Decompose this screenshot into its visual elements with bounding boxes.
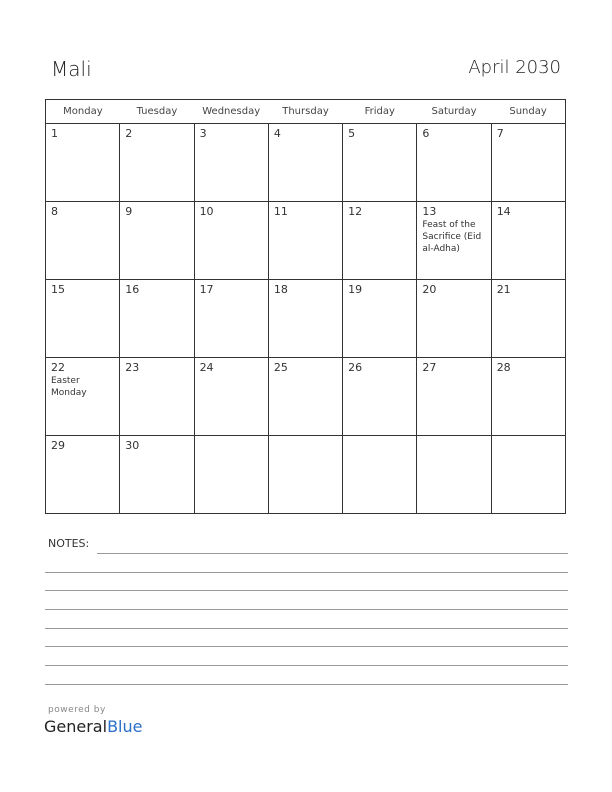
day-number: 1: [51, 127, 58, 140]
day-number: 30: [125, 439, 140, 452]
week-row: [46, 436, 566, 514]
day-cell: [46, 124, 120, 202]
day-number: 15: [51, 283, 65, 296]
day-cell: [491, 358, 565, 436]
note-line: [45, 609, 568, 610]
day-cell: [46, 358, 120, 436]
day-cell: [417, 358, 491, 436]
day-cell: [120, 202, 194, 280]
day-cell: [343, 202, 417, 280]
day-number: 25: [273, 361, 288, 374]
note-line: [45, 684, 568, 685]
day-cell: [417, 124, 491, 202]
note-line: [45, 665, 568, 666]
day-cell: [417, 202, 491, 280]
day-number: 26: [348, 361, 363, 374]
day-number: 6: [422, 127, 430, 140]
week-row: [46, 202, 566, 280]
day-number: 28: [496, 361, 511, 374]
day-number: 10: [199, 205, 214, 218]
day-cell: [268, 202, 342, 280]
day-number: 24: [199, 361, 214, 374]
day-cell: [491, 202, 565, 280]
brand-blue: Blue: [107, 717, 143, 736]
day-number: 3: [199, 127, 207, 140]
day-number: 27: [422, 361, 437, 374]
day-number: 13: [422, 205, 437, 218]
weekday-tuesday: Tuesday: [120, 100, 194, 124]
day-number: 17: [199, 283, 214, 296]
day-number: 19: [348, 283, 363, 296]
day-cell: [46, 436, 120, 514]
day-cell: [120, 124, 194, 202]
calendar-grid: [45, 99, 566, 514]
day-cell: [120, 280, 194, 358]
day-number: 16: [125, 283, 140, 296]
day-cell: [417, 280, 491, 358]
weekday-friday: Friday: [343, 100, 417, 124]
month-year-title: April 2030: [468, 57, 561, 78]
day-number: 11: [273, 205, 288, 218]
powered-by-text: powered by: [48, 705, 106, 715]
day-cell: [343, 124, 417, 202]
brand-logo: [44, 717, 142, 736]
day-cell: [120, 436, 194, 514]
day-cell: [194, 280, 268, 358]
brand-general: General: [44, 717, 108, 736]
day-cell: [491, 280, 565, 358]
day-number: 23: [125, 361, 140, 374]
note-line: [45, 572, 568, 573]
holiday-label: Easter Monday: [51, 376, 87, 398]
country-title: Mali: [51, 57, 92, 81]
week-row: [46, 280, 566, 358]
day-cell: [491, 436, 565, 514]
weekday-wednesday: Wednesday: [194, 100, 268, 124]
day-number: 18: [273, 283, 288, 296]
note-line: [45, 628, 568, 629]
weekday-header-row: [46, 100, 566, 124]
notes-label: NOTES:: [48, 537, 90, 550]
weekday-sunday: Sunday: [491, 100, 565, 124]
weekday-monday: Monday: [46, 100, 120, 124]
day-number: 4: [273, 127, 281, 140]
day-cell: [194, 436, 268, 514]
holiday-label: Feast of the Sacrifice (Eid al-Adha): [422, 220, 482, 254]
day-number: 2: [125, 127, 133, 140]
day-cell: [343, 436, 417, 514]
day-cell: [46, 280, 120, 358]
day-cell: [194, 358, 268, 436]
day-cell: [120, 358, 194, 436]
day-cell: [417, 436, 491, 514]
day-cell: [46, 202, 120, 280]
day-number: 22: [51, 361, 65, 374]
note-line: [45, 590, 568, 591]
note-line: [45, 646, 568, 647]
day-number: 7: [496, 127, 504, 140]
day-cell: [194, 124, 268, 202]
day-number: 14: [496, 205, 511, 218]
week-row: [46, 358, 566, 436]
day-cell: [268, 124, 342, 202]
note-line: [97, 553, 568, 554]
day-number: 8: [51, 205, 58, 218]
day-number: 20: [422, 283, 437, 296]
day-cell: [194, 202, 268, 280]
day-number: 12: [348, 205, 363, 218]
day-cell: [268, 280, 342, 358]
week-row: [46, 124, 566, 202]
day-cell: [268, 358, 342, 436]
weekday-saturday: Saturday: [417, 100, 491, 124]
weekday-thursday: Thursday: [268, 100, 342, 124]
day-cell: [343, 358, 417, 436]
day-number: 9: [125, 205, 133, 218]
day-number: 5: [348, 127, 356, 140]
day-number: 29: [51, 439, 65, 452]
day-number: 21: [496, 283, 511, 296]
day-cell: [268, 436, 342, 514]
day-cell: [343, 280, 417, 358]
day-cell: [491, 124, 565, 202]
